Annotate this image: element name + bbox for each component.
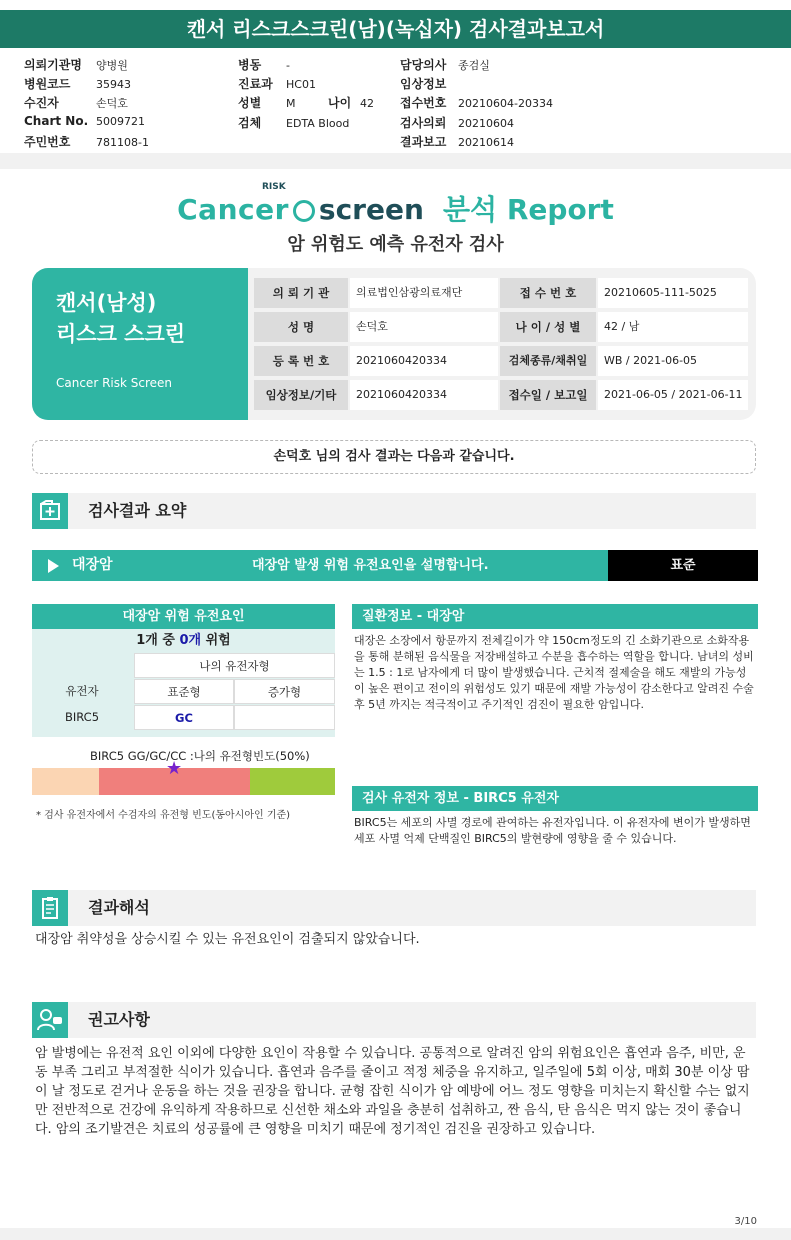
- cell-value: 2021060420334: [350, 346, 498, 376]
- rrn-row: 주민번호 781108-1: [24, 135, 149, 149]
- recommendation-text: 암 발병에는 유전적 요인 이외에 다양한 요인이 작용할 수 있습니다. 공통적으로 알려진 암의 위험요인은 흡연과 음주, 비만, 운동 부족 그리고 부적절한 식이가 있습니다. 흡연과 음주를 줄이고 적정 체중을 유지하고, 일주일에 5회 이상, 매회 30분 이상 땀이 날 정도로 걷거나 운동을 하는 것을 권장을 합니다. 균형 잡힌 식이가 암 예방에 어느 정도 영향을 미치는지 확신할 수는 없지만 전반적으로 건강에 유익하게 작용하므로 신선한 채소와 과일을 충분히 섭취하고, 짠 음식, 탄 음식은 먹지 않는 것이 좋습니다. 암의 조기발견은 치료의 성공률에 큰 영향을 미치기 때문에 정기적인 검진을 권장하고 있습니다.: [35, 1046, 750, 1137]
- report-title: 캔서 리스크스크린(남)(녹십자) 검사결과보고서: [0, 10, 791, 48]
- footnote: * 검사 유전자에서 수검자의 유전형 빈도(동아시아인 기준): [36, 810, 291, 821]
- genotype-table: [32, 653, 335, 737]
- increased-column-header: 증가형: [234, 679, 335, 704]
- gene-column-header: 유전자: [65, 684, 99, 698]
- sex-row: 성별 M 나이 42: [238, 96, 374, 110]
- chart-row: Chart No. 5009721: [24, 114, 145, 128]
- patient-row: 수진자 손덕호: [24, 96, 128, 110]
- risk-factor-panel: [32, 604, 335, 737]
- cell-label: 임상정보/기타: [254, 380, 348, 410]
- cell-value: 손덕호: [350, 312, 498, 342]
- disease-info-text: 대장은 소장에서 항문까지 전체길이가 약 150cm정도의 긴 소화기관으로 소화작용을 통해 분해된 음식물을 저장배설하고 수분을 흡수하는 역할을 합니다. 남녀의 성비는 1.5 : 1로 남자에게 더 많이 발생했습니다. 근치적 절제술을 해도 재발의 가능성이 높은 편이고 전이의 위험성도 있기 때문에 재발 가능성이 감소한다고 알려진 수술 후 5년 까지는 적극적이고 주기적인 검진이 필요한 암입니다.: [354, 634, 754, 711]
- code-row: 병원코드 35943: [24, 77, 131, 91]
- recommendation-section-header: 권고사항: [32, 1002, 756, 1038]
- star-icon: ★: [166, 758, 183, 779]
- cell-label: 접 수 번 호: [500, 278, 596, 308]
- cell-label: 의 뢰 기 관: [254, 278, 348, 308]
- gene-name: BIRC5: [64, 710, 100, 724]
- colorectal-bar-main: 대장암 대장암 발생 위험 유전요인을 설명합니다.: [32, 550, 608, 581]
- increased-genotype-value: [234, 705, 335, 730]
- allele-segment-low: [32, 768, 99, 795]
- play-triangle-icon: [48, 559, 59, 573]
- header-info: [0, 52, 791, 152]
- cell-label: 성 명: [254, 312, 348, 342]
- risk-panel-title: 대장암 위험 유전요인: [32, 604, 335, 629]
- gene-info-box: [352, 786, 758, 851]
- interpretation-section-header: 결과해석: [32, 890, 756, 926]
- cell-label: 접수일 / 보고일: [500, 380, 596, 410]
- disease-info-box: [352, 604, 758, 717]
- separator-band: [0, 153, 791, 169]
- receipt-row: 접수번호 20210604-20334: [400, 96, 553, 110]
- cell-value: 20210605-111-5025: [598, 278, 748, 308]
- cell-label: 검체종류/채취일: [500, 346, 596, 376]
- cell-value: 의료법인삼광의료재단: [350, 278, 498, 308]
- standard-column-header: 표준형: [134, 679, 234, 704]
- allele-frequency-label: BIRC5 GG/GC/CC :나의 유전형빈도(50%): [90, 749, 310, 763]
- result-row: 결과보고 20210614: [400, 135, 514, 149]
- summary-section-header: 검사결과 요약: [32, 493, 756, 529]
- cancer-screen-logo: Cancer screen 분석 Report RISK: [177, 182, 614, 226]
- plus-folder-icon: [32, 493, 68, 529]
- standard-badge: 표준: [608, 550, 758, 581]
- clinical-row: 임상정보: [400, 77, 447, 91]
- dept-row: 진료과 HC01: [238, 77, 316, 91]
- cell-value: 2021-06-05 / 2021-06-11: [598, 380, 748, 410]
- bottom-band: [0, 1228, 791, 1240]
- doctor-row: 담당의사 종검실: [400, 58, 490, 72]
- specimen-row: 검체 EDTA Blood: [238, 116, 350, 130]
- cell-value: 42 / 남: [598, 312, 748, 342]
- ward-row: 병동 -: [238, 58, 290, 72]
- allele-frequency-bar: [32, 758, 335, 795]
- card-title-panel: 캔서(남성) 리스크 스크린 Cancer Risk Screen: [32, 268, 248, 420]
- risk-count: 1개 중 0개 위험: [32, 629, 335, 653]
- hospital-row: 의뢰기관명 양병원: [24, 58, 128, 72]
- gene-info-title: 검사 유전자 정보 - BIRC5 유전자: [352, 786, 758, 811]
- my-genotype-header: 나의 유전자형: [134, 653, 335, 678]
- page-number: 3/10: [734, 1216, 757, 1227]
- disease-info-title: 질환정보 - 대장암: [352, 604, 758, 629]
- cell-value: WB / 2021-06-05: [598, 346, 748, 376]
- consult-icon: [32, 1002, 68, 1038]
- interpretation-text: 대장암 취약성을 상승시킬 수 있는 유전요인이 검출되지 않았습니다.: [35, 932, 420, 947]
- patient-card: [32, 268, 756, 420]
- colorectal-bar: [32, 550, 758, 581]
- cell-value: 2021060420334: [350, 380, 498, 410]
- allele-segment-high: [250, 768, 335, 795]
- result-notice: 손덕호 님의 검사 결과는 다음과 같습니다.: [32, 440, 756, 474]
- gene-info-text: BIRC5는 세포의 사멸 경로에 관여하는 유전자입니다. 이 유전자에 변이가 발생하면 세포 사멸 억제 단백질인 BIRC5의 발현량에 영향을 줄 수 있습니다.: [354, 816, 751, 845]
- request-row: 검사의뢰 20210604: [400, 116, 514, 130]
- standard-genotype-value: GC: [134, 705, 234, 730]
- cell-label: 나 이 / 성 별: [500, 312, 596, 342]
- cell-label: 등 록 번 호: [254, 346, 348, 376]
- report-subtitle: 암 위험도 예측 유전자 검사: [287, 234, 504, 255]
- clipboard-icon: [32, 890, 68, 926]
- dna-ribbon-icon: [293, 200, 315, 222]
